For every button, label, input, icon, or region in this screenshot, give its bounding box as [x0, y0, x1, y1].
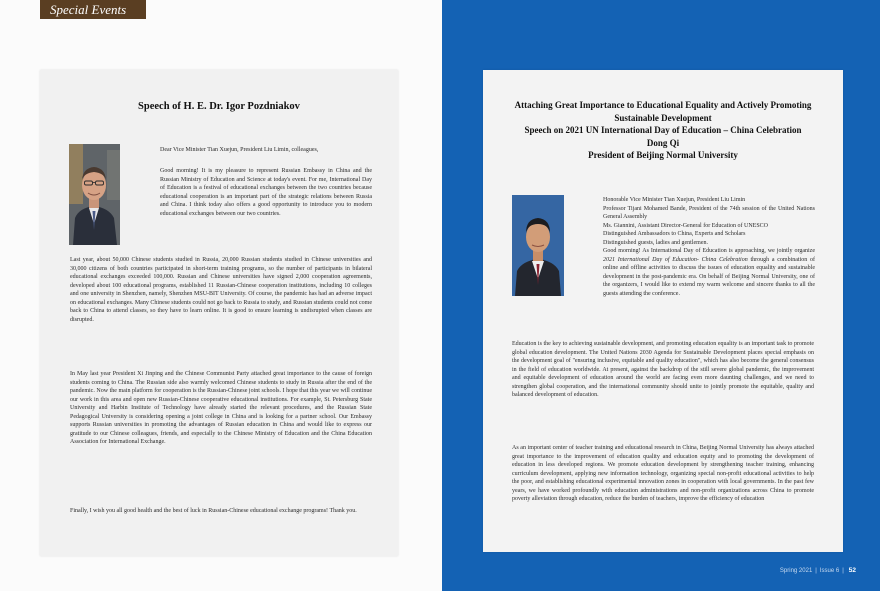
intro-paragraph [603, 247, 815, 298]
page-number: 52 [848, 567, 856, 574]
right-paragraph: As an important center of teacher training and educational research in China, Beijing Normal University has always attached great importance to the improvement of education quality and education equity and to promoting the development of education in less developed regions. We promote education development by strengthening teacher training, enhancing curriculum development, applying new information technology, organizing special non-profit educational activities to help the poor, and establishing educational experimental innovation zones in cooperation with local governments. In the past few years, we have worked profoundly with education administrations and non-profit organizations across China to promote poverty alleviation through education, reduce the burden of teachers, improve the efficiency of education [512, 445, 814, 502]
left-paragraph: Last year, about 50,000 Chinese students studied in Russia, 20,000 Russian students studied in Chinese universities and 30,000 citizens of both countries participated in short-term training programs, so the number of participants in bilateral educational exchanges exceeded 100,000. Russian and Chinese universities have signed 2,000 cooperation agreements, developed about 100 educational programs, established 11 Russian-Chinese cooperation institutions, including 10 colleges and one university in Shenzhen, namely, Shenzhen MSU-BIT University. Of course, the pandemic has had an adverse impact on educational exchanges. Many Chinese students could not go back to Russia to study, and Russian students could not come back to China to attend classes, so they have to learn online. It is good to ensure learning is undisrupted when classes are disrupted. [70, 257, 372, 323]
event-name: 2021 International Day of Education- China Celebration [603, 256, 748, 263]
left-paragraph: Finally, I wish you all good health and the best of luck in Russian-Chinese educational exchange programs! Thank you. [70, 508, 357, 514]
intro-text: through a combination of online and offline activities to discuss the issues of education equality and sustainable development in the post-pandemic era. On behalf of Beijing Normal University, one of the organizers, I would like to extend my warm welcome and sincere thanks to all the guests attending the conference. [603, 256, 815, 297]
speaker-photo-pozdniakov [69, 144, 120, 245]
right-page [442, 0, 880, 591]
address-line: Distinguished Ambassadors to China, Experts and Scholars [603, 231, 746, 237]
left-paragraph: In May last year President Xi Jinping and the Chinese Communist Party attached great importance to the cause of foreign students coming to China. The Russian side also warmly welcomed Chinese students to study in Russia after the end of the pandemic. Now the main platform for cooperation is the Russian-Chinese joint schools. I hope that this year we will continue our work in this area and open new Russian-Chinese cooperative educational institutions. For example, St. Petersburg State University and Harbin Institute of Technology have already started the relevant procedures, and the Russian State Pedagogical University is considering opening a joint college in China and is looking for a partner school. Our Embassy supports Russian universities in promoting the advantages of Russian education in China and would like to express our gratitude to our Chinese colleagues, friends, and especially to the Chinese Ministry of Education and the China Education Association for International Exchange. [70, 371, 372, 445]
speaker-name: Dong Qi [646, 137, 680, 148]
right-article-card [483, 70, 843, 552]
title-line: Attaching Great Importance to Educational Equality and Actively Promoting [514, 100, 812, 110]
address-line: Honorable Vice Minister Tian Xuejun, President Liu Limin [603, 197, 746, 203]
left-article-title: Speech of H. E. Dr. Igor Pozdniakov [138, 101, 300, 112]
title-line: Speech on 2021 UN International Day of Education – China Celebration [524, 125, 802, 135]
left-article-card [40, 70, 398, 556]
page-footer [780, 567, 856, 574]
intro-text: Good morning! As International Day of Education is approaching, we jointly organize [603, 248, 815, 254]
right-paragraph: Education is the key to achieving sustainable development, and promoting education equality is an important task to promote global education development. The United Nations 2030 Agenda for Sustainable Development places special emphasis on the development goal of "ensuring inclusive, equitable and quality education", which has also become the general consensus in the field of education worldwide. At present, against the backdrop of the still severe global pandemic, the improvement and equitable development of education around the world are facing even more daunting challenges, and we need to strengthen global cooperation, and the international community should unite to jointly promote the equitable, quality and balanced development of education. [512, 341, 814, 398]
address-block [603, 196, 815, 298]
address-line: Professor Tijani Mohamed Bande, President of the 74th session of the United Nations General Assembly [603, 205, 815, 220]
footer-separator: | [815, 568, 817, 574]
left-greeting: Dear Vice Minister Tian Xuejun, President Liu Limin, colleagues, [160, 147, 319, 153]
address-line: Distinguished guests, ladies and gentlemen. [603, 239, 708, 246]
footer-separator: | [842, 568, 844, 574]
footer-issue: Issue 6 [819, 568, 840, 574]
title-line: Sustainable Development [614, 112, 712, 123]
address-line: Ms. Giannini, Assistant Director-General for Education of UNESCO [603, 222, 769, 229]
speaker-position: President of Beijing Normal University [588, 150, 738, 160]
footer-season: Spring 2021 [779, 568, 813, 574]
left-paragraph: Good morning! It is my pleasure to represent Russian Embassy in China and the Russian Ministry of Education and Science at today's event. For me, International Day of Education is a festival of educational exchanges between the two countries because educational cooperation is an important part of the strategic relations between Russia and China. I think today also offers a good opportunity to introduce you to modern educational exchanges between our two countries. [160, 168, 372, 217]
speaker-photo-dong-qi [512, 195, 564, 296]
section-label: Special Events [40, 0, 146, 19]
right-article-title [483, 99, 843, 162]
